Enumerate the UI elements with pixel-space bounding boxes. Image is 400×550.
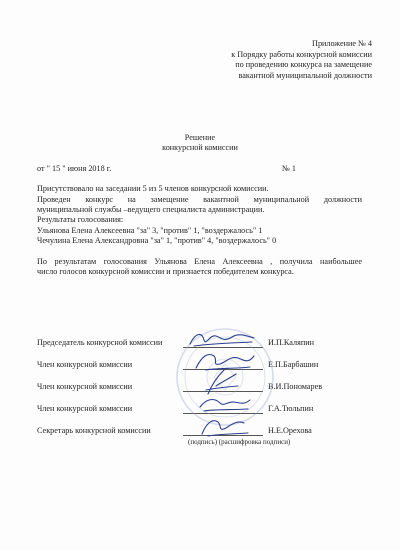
signature-role: Член конкурсной комиссии: [37, 360, 133, 369]
appendix-line-2: к Порядку работы конкурсной комиссии: [231, 50, 372, 59]
document-title: Решение: [184, 133, 216, 142]
appendix-line-1: Приложение № 4: [312, 39, 372, 48]
contest-text-line-1: Проведен конкурс на замещение вакантной муниципальной должности: [37, 195, 362, 204]
signature-name: Г.А.Тюльпин: [268, 404, 314, 413]
signature-name: Н.Е.Орехова: [268, 426, 312, 435]
signature-caption: (подпись) (расшифровка подписи): [188, 438, 291, 446]
signature-role: Член конкурсной комиссии: [37, 404, 133, 413]
signature-name: В.И.Пономарев: [268, 382, 323, 391]
attendance-text: Присутствовало на заседании 5 из 5 членов конкурсной комиссии.: [37, 184, 269, 193]
handwritten-signature-icon: [196, 414, 252, 438]
conclusion-line-1: По результатам голосования Ульянова Елена Алексеевна , получила наибольшее: [37, 257, 362, 266]
contest-text-line-2: муниципальной службы –ведущего специалиста администрации.: [37, 205, 265, 214]
appendix-line-4: вакантной муниципальной должности: [238, 71, 372, 80]
handwritten-signature-icon: [196, 393, 252, 415]
signature-role: Член конкурсной комиссии: [37, 382, 133, 391]
signature-role: Секретарь конкурсной комиссии: [37, 426, 151, 435]
vote-result-2: Чечулина Елена Александровна "за" 1, "против" 4, "воздержалось" 0: [37, 236, 277, 245]
conclusion-line-2: число голосов конкурсной комиссии и признается победителем конкурса.: [37, 267, 294, 276]
document-date: от " 15 " июня 2018 г.: [37, 164, 112, 173]
document-subtitle: конкурсной комиссии: [162, 143, 238, 152]
results-label: Результаты голосования:: [37, 215, 124, 224]
signature-name: И.П.Каляпин: [268, 338, 314, 347]
handwritten-signature-icon: [202, 368, 242, 396]
signature-name: Е.П.Барбашин: [268, 360, 319, 369]
signature-role: Председатель конкурсной комиссии: [37, 338, 163, 347]
handwritten-signature-icon: [188, 328, 258, 350]
vote-result-1: Ульянова Елена Алексеевна "за" 3, "против" 1, "воздержалось" 1: [37, 226, 263, 235]
appendix-line-3: по проведению конкурса на замещение: [235, 60, 372, 69]
document-number: № 1: [282, 164, 296, 173]
